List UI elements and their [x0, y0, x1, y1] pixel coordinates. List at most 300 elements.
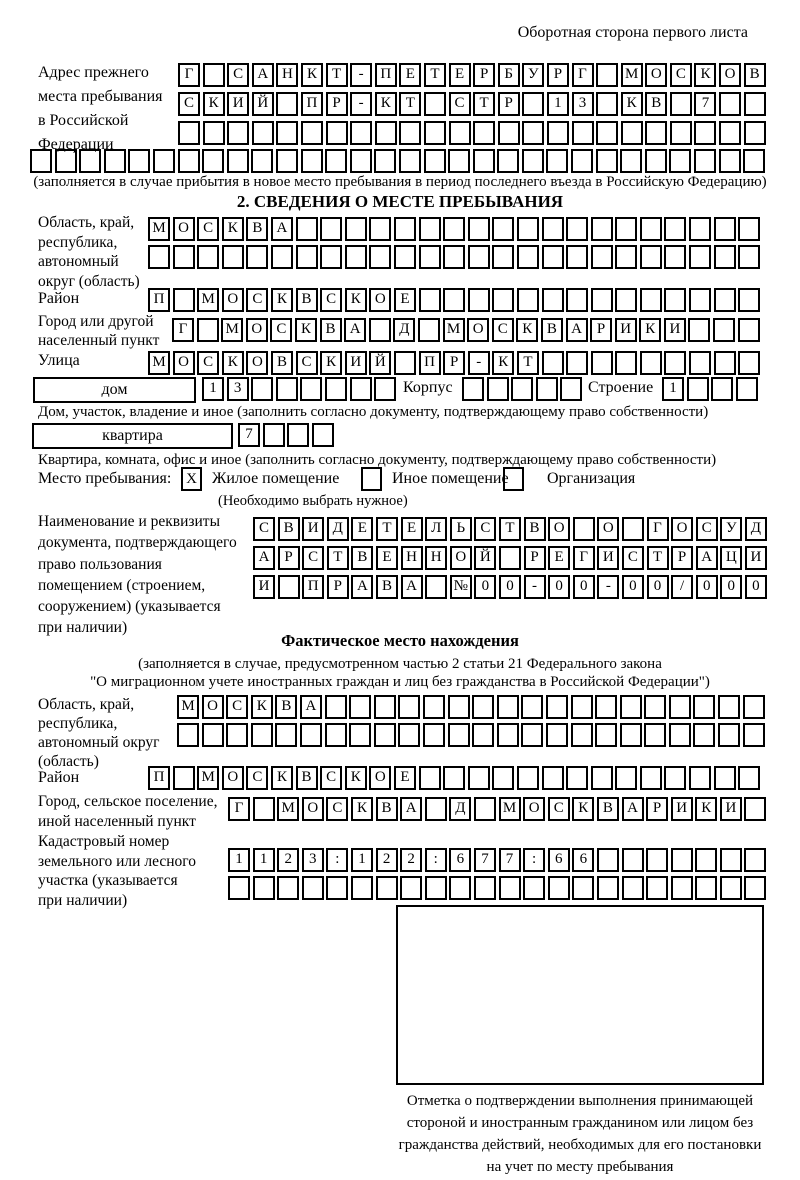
char-cell[interactable] — [620, 695, 642, 719]
char-cell[interactable] — [743, 695, 765, 719]
char-cell[interactable] — [669, 695, 691, 719]
char-cell[interactable] — [689, 245, 711, 269]
char-cell[interactable] — [622, 848, 644, 872]
char-cell[interactable]: А — [271, 217, 293, 241]
char-cell[interactable]: А — [351, 575, 373, 599]
char-cell[interactable] — [226, 723, 248, 747]
char-cell[interactable]: М — [148, 217, 170, 241]
char-cell[interactable] — [251, 149, 273, 173]
char-cell[interactable]: К — [492, 351, 514, 375]
char-cell[interactable]: : — [523, 848, 545, 872]
char-cell[interactable]: Е — [394, 766, 416, 790]
char-cell[interactable]: Р — [646, 797, 668, 821]
char-cell[interactable] — [369, 245, 391, 269]
char-cell[interactable] — [646, 876, 668, 900]
char-cell[interactable]: Д — [327, 517, 349, 541]
char-cell[interactable] — [173, 288, 195, 312]
char-cell[interactable]: 7 — [474, 848, 496, 872]
char-cell[interactable] — [571, 149, 593, 173]
char-cell[interactable]: К — [222, 351, 244, 375]
char-cell[interactable]: С — [548, 797, 570, 821]
char-cell[interactable]: В — [271, 351, 293, 375]
char-cell[interactable]: А — [252, 63, 274, 87]
char-cell[interactable] — [694, 149, 716, 173]
char-cell[interactable]: Т — [326, 63, 348, 87]
char-cell[interactable] — [400, 876, 422, 900]
char-cell[interactable]: А — [344, 318, 366, 342]
char-cell[interactable] — [374, 723, 396, 747]
char-cell[interactable] — [664, 217, 686, 241]
char-cell[interactable] — [596, 121, 618, 145]
char-cell[interactable] — [202, 149, 224, 173]
char-cell[interactable]: Р — [443, 351, 465, 375]
char-cell[interactable] — [369, 217, 391, 241]
char-cell[interactable] — [468, 288, 490, 312]
char-cell[interactable]: Г — [573, 546, 595, 570]
char-cell[interactable]: 0 — [499, 575, 521, 599]
char-cell[interactable] — [296, 217, 318, 241]
char-cell[interactable] — [325, 377, 347, 401]
char-cell[interactable] — [424, 121, 446, 145]
char-cell[interactable]: Т — [399, 92, 421, 116]
char-cell[interactable] — [566, 217, 588, 241]
char-cell[interactable] — [252, 121, 274, 145]
char-cell[interactable] — [620, 149, 642, 173]
char-cell[interactable] — [714, 351, 736, 375]
char-cell[interactable]: - — [468, 351, 490, 375]
char-cell[interactable]: И — [345, 351, 367, 375]
char-cell[interactable] — [640, 766, 662, 790]
char-cell[interactable]: / — [671, 575, 693, 599]
char-cell[interactable] — [325, 695, 347, 719]
char-cell[interactable] — [263, 423, 285, 447]
char-cell[interactable] — [394, 245, 416, 269]
char-cell[interactable]: С — [449, 92, 471, 116]
char-cell[interactable]: К — [351, 797, 373, 821]
char-cell[interactable] — [287, 423, 309, 447]
char-cell[interactable] — [177, 723, 199, 747]
char-cell[interactable] — [591, 288, 613, 312]
char-cell[interactable]: 3 — [572, 92, 594, 116]
char-cell[interactable]: О — [467, 318, 489, 342]
char-cell[interactable]: Г — [647, 517, 669, 541]
char-cell[interactable]: М — [221, 318, 243, 342]
char-cell[interactable]: Т — [647, 546, 669, 570]
char-cell[interactable]: С — [320, 766, 342, 790]
char-cell[interactable]: С — [474, 517, 496, 541]
char-cell[interactable]: И — [615, 318, 637, 342]
char-cell[interactable] — [560, 377, 582, 401]
char-cell[interactable]: К — [572, 797, 594, 821]
char-cell[interactable] — [596, 92, 618, 116]
char-cell[interactable] — [275, 723, 297, 747]
char-cell[interactable]: С — [227, 63, 249, 87]
char-cell[interactable]: О — [246, 351, 268, 375]
char-cell[interactable] — [713, 318, 735, 342]
char-cell[interactable]: У — [522, 63, 544, 87]
char-cell[interactable] — [719, 149, 741, 173]
dom-box[interactable] — [33, 377, 196, 403]
char-cell[interactable] — [542, 766, 564, 790]
char-cell[interactable] — [542, 288, 564, 312]
char-cell[interactable]: Г — [228, 797, 250, 821]
char-cell[interactable] — [499, 876, 521, 900]
char-cell[interactable] — [468, 766, 490, 790]
char-cell[interactable]: К — [271, 766, 293, 790]
char-cell[interactable] — [449, 876, 471, 900]
char-cell[interactable]: Л — [425, 517, 447, 541]
char-cell[interactable]: 1 — [253, 848, 275, 872]
char-cell[interactable]: С — [226, 695, 248, 719]
char-cell[interactable] — [523, 876, 545, 900]
char-cell[interactable]: Т — [517, 351, 539, 375]
char-cell[interactable] — [271, 245, 293, 269]
char-cell[interactable] — [349, 695, 371, 719]
char-cell[interactable] — [714, 217, 736, 241]
char-cell[interactable]: Е — [449, 63, 471, 87]
char-cell[interactable]: В — [597, 797, 619, 821]
char-cell[interactable]: А — [696, 546, 718, 570]
char-cell[interactable] — [621, 121, 643, 145]
char-cell[interactable]: С — [197, 351, 219, 375]
char-cell[interactable] — [695, 876, 717, 900]
char-cell[interactable]: Д — [745, 517, 767, 541]
char-cell[interactable] — [644, 723, 666, 747]
char-cell[interactable]: С — [246, 766, 268, 790]
char-cell[interactable]: И — [227, 92, 249, 116]
char-cell[interactable]: И — [745, 546, 767, 570]
char-cell[interactable] — [744, 848, 766, 872]
char-cell[interactable] — [646, 848, 668, 872]
char-cell[interactable]: В — [645, 92, 667, 116]
char-cell[interactable] — [670, 121, 692, 145]
char-cell[interactable] — [312, 423, 334, 447]
char-cell[interactable] — [615, 288, 637, 312]
char-cell[interactable] — [173, 245, 195, 269]
char-cell[interactable] — [425, 876, 447, 900]
char-cell[interactable] — [374, 149, 396, 173]
char-cell[interactable]: И — [664, 318, 686, 342]
char-cell[interactable]: К — [516, 318, 538, 342]
char-cell[interactable] — [375, 121, 397, 145]
char-cell[interactable] — [468, 245, 490, 269]
char-cell[interactable] — [492, 217, 514, 241]
char-cell[interactable] — [744, 121, 766, 145]
char-cell[interactable] — [278, 575, 300, 599]
char-cell[interactable] — [566, 351, 588, 375]
char-cell[interactable] — [694, 121, 716, 145]
char-cell[interactable]: Й — [474, 546, 496, 570]
char-cell[interactable]: В — [275, 695, 297, 719]
confirmation-stamp-box[interactable] — [396, 905, 764, 1085]
char-cell[interactable]: 7 — [694, 92, 716, 116]
char-cell[interactable] — [350, 377, 372, 401]
char-cell[interactable]: М — [621, 63, 643, 87]
char-cell[interactable]: 3 — [302, 848, 324, 872]
char-cell[interactable]: 3 — [227, 377, 249, 401]
char-cell[interactable]: М — [177, 695, 199, 719]
char-cell[interactable] — [573, 517, 595, 541]
char-cell[interactable] — [419, 766, 441, 790]
char-cell[interactable] — [671, 876, 693, 900]
char-cell[interactable]: 0 — [745, 575, 767, 599]
char-cell[interactable] — [743, 723, 765, 747]
char-cell[interactable]: 6 — [449, 848, 471, 872]
char-cell[interactable] — [399, 149, 421, 173]
char-cell[interactable] — [688, 318, 710, 342]
char-cell[interactable]: Р — [498, 92, 520, 116]
char-cell[interactable] — [720, 876, 742, 900]
char-cell[interactable] — [326, 121, 348, 145]
char-cell[interactable]: - — [524, 575, 546, 599]
char-cell[interactable]: К — [694, 63, 716, 87]
char-cell[interactable]: И — [597, 546, 619, 570]
char-cell[interactable]: Н — [401, 546, 423, 570]
char-cell[interactable] — [448, 695, 470, 719]
char-cell[interactable] — [301, 149, 323, 173]
char-cell[interactable] — [738, 288, 760, 312]
char-cell[interactable]: - — [350, 92, 372, 116]
char-cell[interactable]: 0 — [647, 575, 669, 599]
char-cell[interactable] — [571, 695, 593, 719]
char-cell[interactable] — [350, 149, 372, 173]
char-cell[interactable]: В — [278, 517, 300, 541]
char-cell[interactable] — [499, 546, 521, 570]
char-cell[interactable]: М — [197, 288, 219, 312]
char-cell[interactable]: О — [523, 797, 545, 821]
char-cell[interactable] — [736, 377, 758, 401]
char-cell[interactable]: Е — [548, 546, 570, 570]
char-cell[interactable] — [276, 149, 298, 173]
char-cell[interactable]: А — [400, 797, 422, 821]
char-cell[interactable]: В — [296, 288, 318, 312]
char-cell[interactable]: О — [369, 288, 391, 312]
char-cell[interactable]: П — [301, 92, 323, 116]
char-cell[interactable] — [253, 797, 275, 821]
char-cell[interactable] — [423, 723, 445, 747]
char-cell[interactable] — [695, 848, 717, 872]
char-cell[interactable] — [448, 149, 470, 173]
char-cell[interactable] — [497, 149, 519, 173]
char-cell[interactable] — [300, 723, 322, 747]
char-cell[interactable]: Р — [547, 63, 569, 87]
char-cell[interactable]: И — [253, 575, 275, 599]
checkbox-org[interactable] — [503, 467, 524, 491]
char-cell[interactable]: С — [320, 288, 342, 312]
char-cell[interactable] — [744, 797, 766, 821]
char-cell[interactable] — [591, 766, 613, 790]
char-cell[interactable] — [622, 876, 644, 900]
char-cell[interactable] — [425, 575, 447, 599]
char-cell[interactable]: А — [401, 575, 423, 599]
char-cell[interactable] — [664, 245, 686, 269]
char-cell[interactable] — [517, 245, 539, 269]
char-cell[interactable]: А — [566, 318, 588, 342]
char-cell[interactable] — [620, 723, 642, 747]
char-cell[interactable]: М — [148, 351, 170, 375]
char-cell[interactable]: М — [443, 318, 465, 342]
char-cell[interactable] — [595, 695, 617, 719]
char-cell[interactable]: К — [345, 766, 367, 790]
char-cell[interactable] — [738, 245, 760, 269]
char-cell[interactable]: Й — [252, 92, 274, 116]
char-cell[interactable] — [591, 351, 613, 375]
char-cell[interactable] — [418, 318, 440, 342]
char-cell[interactable] — [443, 288, 465, 312]
char-cell[interactable] — [517, 217, 539, 241]
char-cell[interactable] — [203, 121, 225, 145]
char-cell[interactable]: О — [671, 517, 693, 541]
char-cell[interactable]: К — [639, 318, 661, 342]
char-cell[interactable] — [374, 695, 396, 719]
char-cell[interactable] — [497, 695, 519, 719]
char-cell[interactable]: С — [178, 92, 200, 116]
char-cell[interactable]: В — [246, 217, 268, 241]
char-cell[interactable] — [369, 318, 391, 342]
char-cell[interactable]: - — [350, 63, 372, 87]
char-cell[interactable]: К — [621, 92, 643, 116]
char-cell[interactable] — [222, 245, 244, 269]
char-cell[interactable]: К — [222, 217, 244, 241]
char-cell[interactable] — [517, 288, 539, 312]
char-cell[interactable]: Р — [671, 546, 693, 570]
char-cell[interactable] — [669, 149, 691, 173]
char-cell[interactable]: Г — [178, 63, 200, 87]
char-cell[interactable]: С — [197, 217, 219, 241]
char-cell[interactable] — [718, 695, 740, 719]
kvartira-box[interactable] — [32, 423, 233, 449]
char-cell[interactable] — [468, 217, 490, 241]
char-cell[interactable] — [542, 245, 564, 269]
char-cell[interactable]: 0 — [720, 575, 742, 599]
char-cell[interactable] — [474, 876, 496, 900]
char-cell[interactable]: П — [148, 766, 170, 790]
char-cell[interactable] — [202, 723, 224, 747]
char-cell[interactable]: В — [351, 546, 373, 570]
char-cell[interactable] — [566, 766, 588, 790]
char-cell[interactable] — [743, 149, 765, 173]
char-cell[interactable] — [425, 797, 447, 821]
char-cell[interactable]: № — [450, 575, 472, 599]
char-cell[interactable]: Р — [524, 546, 546, 570]
char-cell[interactable]: И — [720, 797, 742, 821]
char-cell[interactable] — [664, 351, 686, 375]
char-cell[interactable]: К — [295, 318, 317, 342]
char-cell[interactable] — [79, 149, 101, 173]
char-cell[interactable]: О — [173, 217, 195, 241]
char-cell[interactable]: 6 — [548, 848, 570, 872]
char-cell[interactable] — [517, 766, 539, 790]
char-cell[interactable] — [693, 695, 715, 719]
char-cell[interactable] — [345, 245, 367, 269]
checkbox-zhiloe[interactable]: X — [181, 467, 202, 491]
char-cell[interactable] — [615, 351, 637, 375]
char-cell[interactable] — [448, 723, 470, 747]
char-cell[interactable] — [597, 848, 619, 872]
char-cell[interactable]: 0 — [548, 575, 570, 599]
char-cell[interactable] — [591, 217, 613, 241]
char-cell[interactable] — [596, 149, 618, 173]
char-cell[interactable]: В — [296, 766, 318, 790]
char-cell[interactable]: К — [203, 92, 225, 116]
char-cell[interactable]: М — [197, 766, 219, 790]
char-cell[interactable]: К — [271, 288, 293, 312]
char-cell[interactable] — [473, 149, 495, 173]
char-cell[interactable] — [566, 288, 588, 312]
char-cell[interactable]: П — [375, 63, 397, 87]
char-cell[interactable] — [640, 245, 662, 269]
char-cell[interactable]: С — [696, 517, 718, 541]
char-cell[interactable]: И — [671, 797, 693, 821]
char-cell[interactable] — [374, 377, 396, 401]
char-cell[interactable]: Б — [498, 63, 520, 87]
char-cell[interactable] — [744, 876, 766, 900]
char-cell[interactable]: А — [622, 797, 644, 821]
char-cell[interactable] — [300, 377, 322, 401]
char-cell[interactable] — [128, 149, 150, 173]
char-cell[interactable] — [30, 149, 52, 173]
char-cell[interactable]: М — [277, 797, 299, 821]
char-cell[interactable] — [596, 63, 618, 87]
char-cell[interactable] — [571, 723, 593, 747]
char-cell[interactable]: 1 — [547, 92, 569, 116]
char-cell[interactable]: : — [326, 848, 348, 872]
char-cell[interactable]: П — [302, 575, 324, 599]
char-cell[interactable]: 7 — [499, 848, 521, 872]
char-cell[interactable]: И — [302, 517, 324, 541]
char-cell[interactable]: П — [419, 351, 441, 375]
char-cell[interactable]: О — [597, 517, 619, 541]
char-cell[interactable] — [399, 121, 421, 145]
char-cell[interactable]: С — [270, 318, 292, 342]
char-cell[interactable] — [197, 245, 219, 269]
char-cell[interactable] — [664, 288, 686, 312]
char-cell[interactable] — [591, 245, 613, 269]
char-cell[interactable] — [719, 121, 741, 145]
char-cell[interactable] — [738, 351, 760, 375]
char-cell[interactable] — [251, 377, 273, 401]
char-cell[interactable] — [153, 149, 175, 173]
char-cell[interactable] — [498, 121, 520, 145]
char-cell[interactable] — [424, 149, 446, 173]
char-cell[interactable] — [572, 876, 594, 900]
char-cell[interactable]: В — [524, 517, 546, 541]
char-cell[interactable] — [738, 766, 760, 790]
char-cell[interactable] — [276, 92, 298, 116]
char-cell[interactable] — [227, 121, 249, 145]
char-cell[interactable]: В — [376, 575, 398, 599]
char-cell[interactable] — [473, 121, 495, 145]
char-cell[interactable] — [670, 92, 692, 116]
char-cell[interactable] — [376, 876, 398, 900]
char-cell[interactable]: : — [425, 848, 447, 872]
char-cell[interactable] — [55, 149, 77, 173]
char-cell[interactable]: В — [376, 797, 398, 821]
char-cell[interactable] — [148, 245, 170, 269]
char-cell[interactable] — [645, 121, 667, 145]
char-cell[interactable]: С — [326, 797, 348, 821]
char-cell[interactable] — [744, 92, 766, 116]
char-cell[interactable] — [522, 149, 544, 173]
char-cell[interactable] — [276, 377, 298, 401]
char-cell[interactable] — [689, 217, 711, 241]
char-cell[interactable] — [253, 876, 275, 900]
char-cell[interactable] — [572, 121, 594, 145]
char-cell[interactable] — [197, 318, 219, 342]
char-cell[interactable] — [419, 245, 441, 269]
char-cell[interactable]: Г — [572, 63, 594, 87]
char-cell[interactable] — [595, 723, 617, 747]
